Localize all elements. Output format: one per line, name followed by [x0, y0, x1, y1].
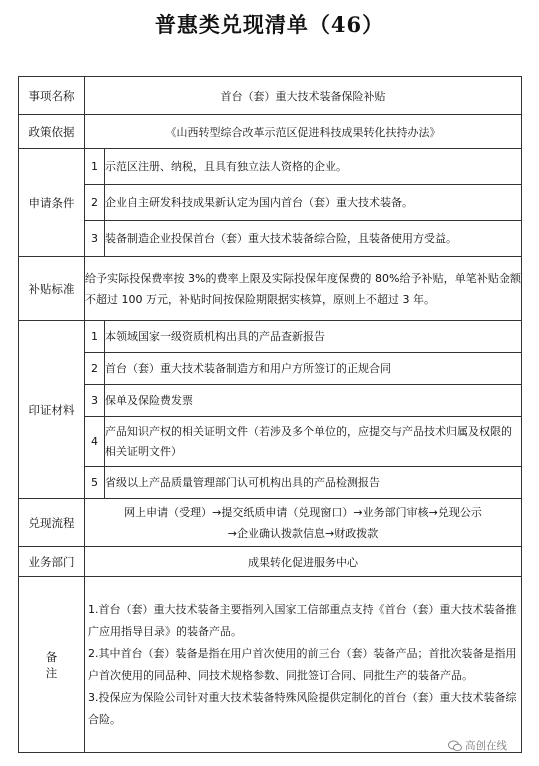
- conditions-label: 申请条件: [19, 149, 85, 257]
- subsidy-value: 给予实际投保费率按 3%的费率上限及实际投保年度保费的 80%给予补贴，单笔补贴金额不超过 100 万元，补贴时间按保险期限据实核算，原则上不超过 3 年。: [85, 257, 522, 321]
- material-text: 产品知识产权的相关证明文件（若涉及多个单位的，应提交与产品技术归属及权限的相关证明文件）: [105, 417, 522, 467]
- process-line: 网上申请（受理）→提交纸质申请（兑现窗口）→业务部门审核→兑现公示: [124, 505, 482, 519]
- process-line: →企业确认拨款信息→财政拨款: [227, 526, 379, 540]
- material-number: 2: [85, 353, 105, 385]
- condition-number: 1: [85, 149, 105, 185]
- condition-text: 企业自主研发科技成果新认定为国内首台（套）重大技术装备。: [105, 185, 522, 221]
- policy-basis-label: 政策依据: [19, 115, 85, 149]
- material-text: 保单及保险费发票: [105, 385, 522, 417]
- process-label: 兑现流程: [19, 499, 85, 547]
- row-department: [19, 547, 522, 577]
- row-material: [19, 321, 522, 353]
- department-label: 业务部门: [19, 547, 85, 577]
- row-condition: [19, 221, 522, 257]
- process-value: [85, 499, 522, 547]
- row-material: [19, 417, 522, 467]
- material-text: 省级以上产品质量管理部门认可机构出具的产品检测报告: [105, 467, 522, 499]
- item-name-label: 事项名称: [19, 77, 85, 115]
- watermark-text: 高创在线: [465, 740, 507, 752]
- row-material: [19, 353, 522, 385]
- row-item-name: [19, 77, 522, 115]
- condition-text: 示范区注册、纳税，且具有独立法人资格的企业。: [105, 149, 522, 185]
- material-text: 本领域国家一级资质机构出具的产品查新报告: [105, 321, 522, 353]
- row-notes: [19, 577, 522, 753]
- wechat-icon: [448, 740, 462, 752]
- row-process: [19, 499, 522, 547]
- row-condition: [19, 149, 522, 185]
- material-number: 1: [85, 321, 105, 353]
- note-item: 1.首台（套）重大技术装备主要指列入国家工信部重点支持《首台（套）重大技术装备推广应用指导目录》的装备产品。: [88, 602, 517, 638]
- row-material: [19, 467, 522, 499]
- notes-value: [85, 577, 522, 753]
- notes-label: 备注: [19, 577, 85, 753]
- policy-table: [18, 76, 522, 753]
- row-condition: [19, 185, 522, 221]
- policy-basis-value: 《山西转型综合改革示范区促进科技成果转化扶持办法》: [85, 115, 522, 149]
- material-number: 5: [85, 467, 105, 499]
- subsidy-label: 补贴标准: [19, 257, 85, 321]
- material-text: 首台（套）重大技术装备制造方和用户方所签订的正规合同: [105, 353, 522, 385]
- page-title: 普惠类兑现清单（46）: [154, 12, 385, 37]
- watermark: [448, 738, 507, 753]
- row-material: [19, 385, 522, 417]
- materials-label: 印证材料: [19, 321, 85, 499]
- row-subsidy: [19, 257, 522, 321]
- note-item: 3.投保应为保险公司针对重大技术装备特殊风险提供定制化的首台（套）重大技术装备综合险。: [88, 690, 517, 726]
- condition-number: 2: [85, 185, 105, 221]
- department-value: 成果转化促进服务中心: [85, 547, 522, 577]
- condition-text: 装备制造企业投保首台（套）重大技术装备综合险，且装备使用方受益。: [105, 221, 522, 257]
- row-policy-basis: [19, 115, 522, 149]
- material-number: 4: [85, 417, 105, 467]
- condition-number: 3: [85, 221, 105, 257]
- material-number: 3: [85, 385, 105, 417]
- item-name-value: 首台（套）重大技术装备保险补贴: [85, 77, 522, 115]
- note-item: 2.其中首台（套）装备是指在用户首次使用的前三台（套）装备产品；首批次装备是指用户首次使用的同品种、同技术规格参数、同批签订合同、同批生产的装备产品。: [88, 646, 517, 682]
